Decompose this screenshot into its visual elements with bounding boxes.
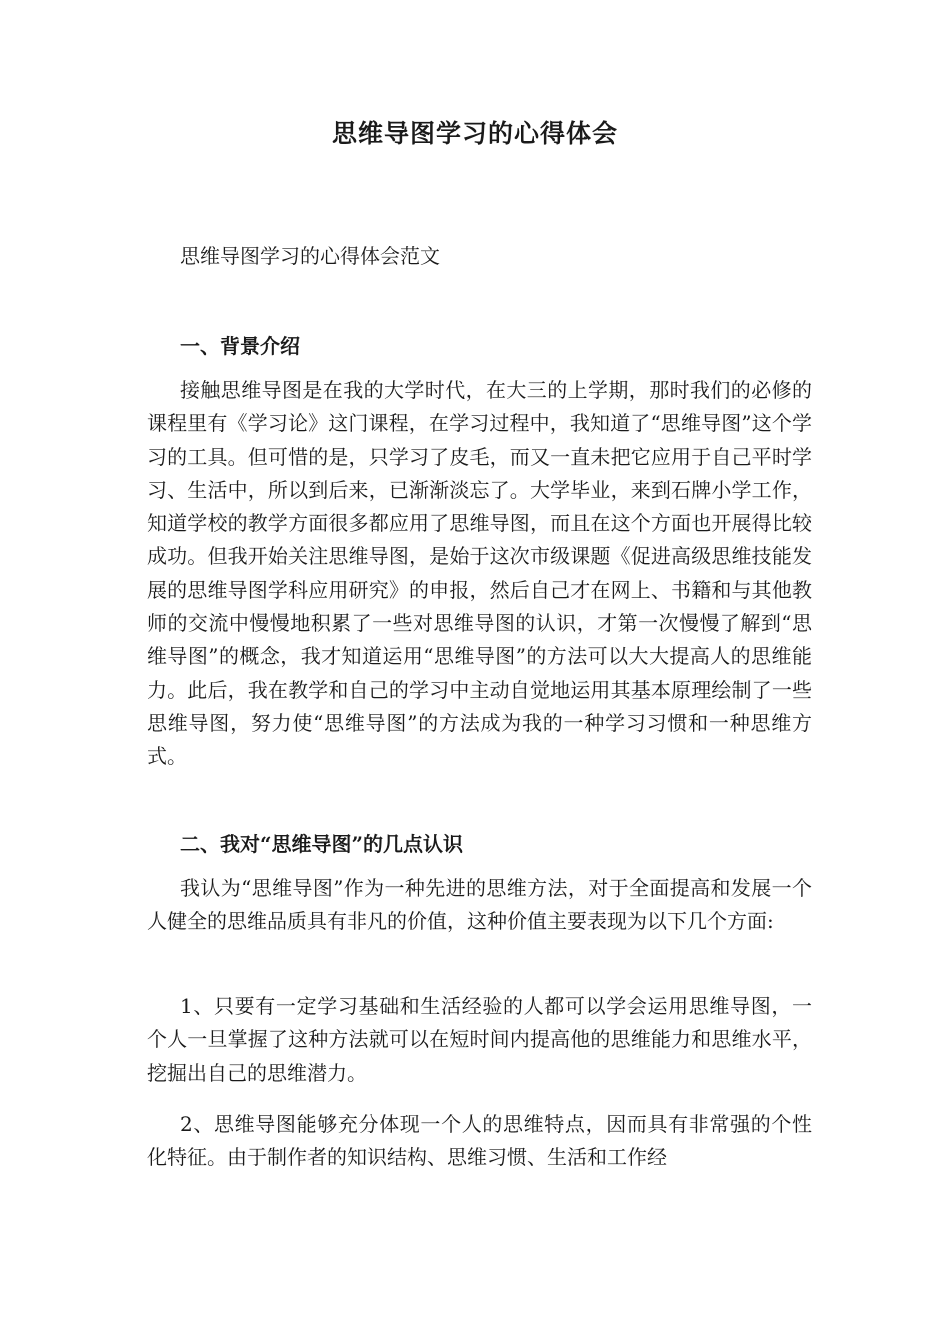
section-heading-understanding: 二、我对“思维导图”的几点认识 [180,832,464,856]
paragraph-point-2: 2、思维导图能够充分体现一个人的思维特点，因而具有非常强的个性化特征。由于制作者的知识结构、思维习惯、生活和工作经 [147,1112,812,1170]
document-title: 思维导图学习的心得体会 [331,119,618,148]
paragraph-understanding-intro: 我认为“思维导图”作为一种先进的思维方法，对于全面提高和发展一个人健全的思维品质具有非凡的价值，这种价值主要表现为以下几个方面: [147,876,812,934]
paragraph-background: 接触思维导图是在我的大学时代，在大三的上学期，那时我们的必修的课程里有《学习论》这门课程，在学习过程中，我知道了“思维导图”这个学习的工具。但可惜的是，只学习了皮毛，而又一直未把它应用于自己平时学习、生活中，所以到后来，已渐渐淡忘了。大学毕业，来到石牌小学工作，知道学校的教学方面很多都应用了思维导图，而且在这个方面也开展得比较成功。但我开始关注思维导图，是始于这次市级课题《促进高级思维技能发展的思维导图学科应用研究》的申报，然后自己才在网上、书籍和与其他教师的交流中慢慢地积累了一些对思维导图的认识，才第一次慢慢了解到“思维导图”的概念，我才知道运用“思维导图”的方法可以大大提高人的思维能力。此后，我在教学和自己的学习中主动自觉地运用其基本原理绘制了一些思维导图，努力使“思维导图”的方法成为我的一种学习习惯和一种思维方式。 [147,378,812,769]
section-heading-background: 一、背景介绍 [180,334,300,358]
document-subtitle: 思维导图学习的心得体会范文 [180,244,440,268]
paragraph-point-1: 1、只要有一定学习基础和生活经验的人都可以学会运用思维导图，一个人一旦掌握了这种方法就可以在短时间内提高他的思维能力和思维水平，挖掘出自己的思维潜力。 [147,994,812,1085]
